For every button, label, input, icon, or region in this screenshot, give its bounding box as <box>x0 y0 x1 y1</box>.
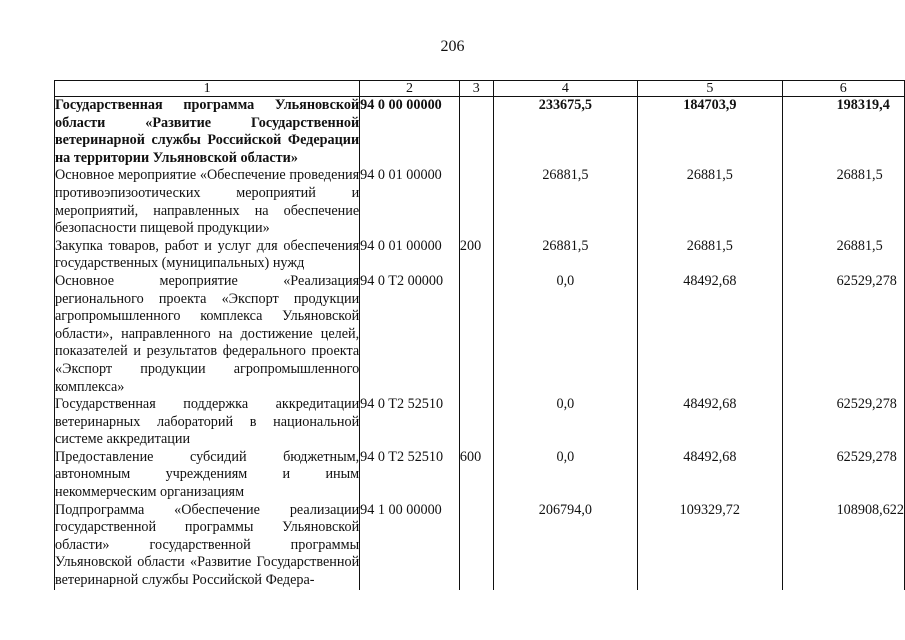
table-row <box>55 167 905 237</box>
row-target-code: 94 0 T2 52510 <box>360 396 460 449</box>
row-value-col6: 62529,278 <box>782 449 904 502</box>
table-row <box>55 273 905 396</box>
row-expense-type <box>459 167 493 237</box>
row-target-code: 94 0 01 00000 <box>360 238 460 273</box>
row-value-col5: 48492,68 <box>638 396 783 449</box>
row-value-col5: 26881,5 <box>638 167 783 237</box>
row-value-col6: 108908,622 <box>782 502 904 590</box>
row-value-col5: 48492,68 <box>638 449 783 502</box>
row-value-col6: 62529,278 <box>782 273 904 396</box>
row-target-code: 94 1 00 00000 <box>360 502 460 590</box>
row-value-col6: 198319,4 <box>782 97 904 168</box>
row-expense-type: 200 <box>459 238 493 273</box>
row-expense-type: 600 <box>459 449 493 502</box>
row-value-col4: 233675,5 <box>493 97 637 168</box>
row-value-col5: 26881,5 <box>638 238 783 273</box>
row-value-col4: 26881,5 <box>493 167 637 237</box>
row-target-code: 94 0 00 00000 <box>360 97 460 168</box>
row-value-col6: 26881,5 <box>782 167 904 237</box>
row-value-col5: 109329,72 <box>638 502 783 590</box>
row-target-code: 94 0 01 00000 <box>360 167 460 237</box>
row-target-code: 94 0 T2 52510 <box>360 449 460 502</box>
row-expense-type <box>459 97 493 168</box>
page-number: 206 <box>440 38 465 55</box>
row-name: Предоставление субсидий бюджетным, автономным учреждениям и иным некоммерческим организациям <box>55 448 360 501</box>
row-value-col6: 26881,5 <box>782 238 904 273</box>
row-name: Государственная программа Ульяновской области «Развитие Государственной ветеринарной службы Российской Федерации на территории Ульяновской области» <box>55 97 360 166</box>
row-value-col4: 0,0 <box>493 449 637 502</box>
table-row <box>55 449 905 502</box>
row-value-col5: 184703,9 <box>638 97 783 168</box>
column-header-1: 1 <box>55 81 360 97</box>
column-header-3: 3 <box>459 81 493 97</box>
row-expense-type <box>459 502 493 590</box>
budget-table <box>54 80 905 590</box>
row-value-col4: 0,0 <box>493 273 637 396</box>
table-row <box>55 396 905 449</box>
row-name: Закупка товаров, работ и услуг для обеспечения государственных (муниципальных) нужд <box>55 237 360 272</box>
row-expense-type <box>459 396 493 449</box>
row-value-col5: 48492,68 <box>638 273 783 396</box>
row-name: Основное мероприятие «Реализация регионального проекта «Экспорт продукции агропромышленного комплекса Ульяновской области», направленного на достижение целей, показателей и результатов федерального проекта «Экспорт продукции агропромышленного комплекса» <box>55 272 360 395</box>
row-value-col6: 62529,278 <box>782 396 904 449</box>
column-header-2: 2 <box>360 81 460 97</box>
table-row <box>55 502 905 590</box>
row-expense-type <box>459 273 493 396</box>
row-value-col4: 206794,0 <box>493 502 637 590</box>
row-value-col4: 0,0 <box>493 396 637 449</box>
column-header-4: 4 <box>493 81 637 97</box>
row-name: Подпрограмма «Обеспечение реализации государственной программы Ульяновской области» государственной программы Ульяновской области «Развитие Государственной ветеринарной службы Российской Федера- <box>55 501 360 589</box>
row-target-code: 94 0 T2 00000 <box>360 273 460 396</box>
header-row <box>55 81 905 97</box>
column-header-5: 5 <box>638 81 783 97</box>
row-name: Государственная поддержка аккредитации ветеринарных лабораторий в национальной системе аккредитации <box>55 396 360 448</box>
row-value-col4: 26881,5 <box>493 238 637 273</box>
table-row-program <box>55 97 905 168</box>
row-name: Основное мероприятие «Обеспечение проведения противоэпизоотических мероприятий и мероприятий, направленных на обеспечение безопасности пищевой продукции» <box>55 167 360 237</box>
column-header-6: 6 <box>782 81 904 97</box>
table-row <box>55 238 905 273</box>
